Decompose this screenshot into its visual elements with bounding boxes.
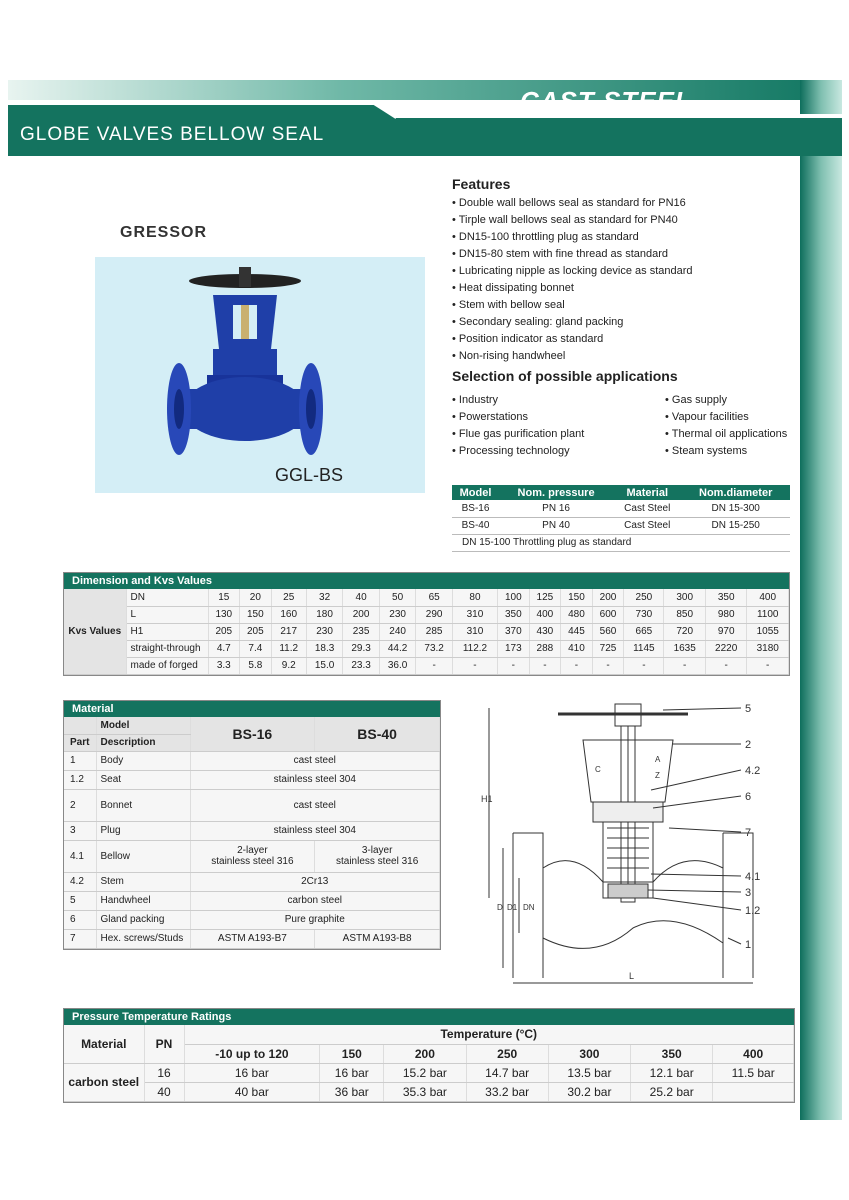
table-cell: 560 [592,623,624,640]
table-header: BS-40 [315,717,440,751]
globe-valve-photo-icon [95,257,425,493]
table-cell: - [529,657,561,674]
table-cell: 130 [208,606,240,623]
dimension-section [63,572,790,676]
table-cell: 50 [379,589,416,606]
table-cell: 600 [592,606,624,623]
dimension-label: D1 [507,903,518,912]
table-cell: 310 [452,606,497,623]
table-cell: 112.2 [452,640,497,657]
table-cell: 430 [529,623,561,640]
table-cell: 1055 [747,623,789,640]
table-cell: 290 [416,606,453,623]
list-item: • Position indicator as standard [452,331,792,348]
table-row [64,589,789,606]
table-header: Description [96,734,190,751]
table-cell: 11.5 bar [713,1063,794,1082]
table-row [64,623,789,640]
table-header: Material [64,1025,144,1063]
table-cell: 200 [343,606,380,623]
table-cell: 15.0 [306,657,343,674]
table-cell: 44.2 [379,640,416,657]
table-row [64,1082,794,1101]
dimension-table [64,589,789,675]
table-cell: Cast Steel [613,500,681,517]
list-item: • Processing technology [452,443,584,460]
table-cell: 480 [561,606,593,623]
table-row [64,770,440,789]
list-item: • DN15-80 stem with fine thread as standard [452,246,792,263]
material-value: 2Cr13 [190,872,440,891]
table-cell: 180 [306,606,343,623]
table-header: 250 [466,1044,548,1063]
table-cell: 2220 [705,640,746,657]
list-item: • DN15-100 throttling plug as standard [452,229,792,246]
table-cell: 205 [240,623,272,640]
material-value: 2-layer stainless steel 316 [190,840,315,872]
callout-label: 1 [745,939,752,951]
section-title: Dimension and Kvs Values [64,573,789,589]
list-item: • Flue gas purification plant [452,426,584,443]
table-cell: 850 [664,606,705,623]
table-cell: - [747,657,789,674]
part-number: 6 [64,910,96,929]
table-cell: PN 16 [499,500,613,517]
row-label: L [126,606,208,623]
dimension-label: L [629,971,635,981]
table-row [64,1063,794,1082]
table-cell: 720 [664,623,705,640]
list-item: • Thermal oil applications [665,426,787,443]
table-header: PN [144,1025,184,1063]
table-cell: 230 [379,606,416,623]
table-cell: 445 [561,623,593,640]
table-header: 150 [320,1044,384,1063]
table-cell: 400 [747,589,789,606]
table-cell: 23.3 [343,657,380,674]
table-cell: 310 [452,623,497,640]
right-decor-band [800,80,842,1120]
table-cell: Cast Steel [613,517,681,534]
material-value: 3-layer stainless steel 316 [315,840,440,872]
row-label: made of forged [126,657,208,674]
table-header: Temperature (°C) [184,1025,794,1044]
table-cell: 25 [271,589,306,606]
table-cell: 16 bar [184,1063,320,1082]
applications-title: Selection of possible applications [452,368,678,384]
table-cell: - [664,657,705,674]
table-row [64,929,440,948]
table-cell: 240 [379,623,416,640]
table-cell: - [498,657,530,674]
table-cell: 160 [271,606,306,623]
table-row [64,872,440,891]
table-cell: 1145 [624,640,664,657]
part-number: 4.2 [64,872,96,891]
table-cell: 35.3 bar [384,1082,466,1101]
table-cell: 20 [240,589,272,606]
table-cell: 32 [306,589,343,606]
table-note: DN 15-100 Throttling plug as standard [452,534,790,551]
table-cell: 29.3 [343,640,380,657]
table-cell: 235 [343,623,380,640]
callout-label: 4.1 [745,871,761,883]
dimension-label: D [497,903,503,912]
material-value: ASTM A193-B8 [315,929,440,948]
part-number: 7 [64,929,96,948]
table-cell: - [624,657,664,674]
table-cell: 173 [498,640,530,657]
callout-label: 2 [745,739,752,751]
table-cell: 18.3 [306,640,343,657]
kvs-label: Kvs Values [64,589,126,674]
table-cell: 3180 [747,640,789,657]
table-cell: 14.7 bar [466,1063,548,1082]
table-row [64,789,440,821]
table-row [64,910,440,929]
list-item: • Vapour facilities [665,409,787,426]
cross-section-drawing [483,698,783,998]
list-item: • Secondary sealing: gland packing [452,314,792,331]
category-title: CAST STEEL [520,86,692,116]
part-description: Plug [96,821,190,840]
dimension-label: DN [523,903,535,912]
table-row [452,534,790,551]
table-cell: 665 [624,623,664,640]
material-value: ASTM A193-B7 [190,929,315,948]
table-header: Model [96,717,190,734]
applications-list-right [665,392,787,460]
table-header: Material [613,485,681,500]
material-value: stainless steel 304 [190,821,440,840]
table-cell: 12.1 bar [631,1063,713,1082]
table-cell: 725 [592,640,624,657]
table-cell: 15.2 bar [384,1063,466,1082]
dimension-label: Z [655,771,660,780]
header-top-band [8,80,842,100]
table-cell: - [561,657,593,674]
table-cell: 5.8 [240,657,272,674]
table-cell: 200 [592,589,624,606]
table-cell: 73.2 [416,640,453,657]
table-row [64,751,440,770]
callout-label: 6 [745,791,752,803]
table-header: -10 up to 120 [184,1044,320,1063]
callout-label: 1.2 [745,905,761,917]
material-value: cast steel [190,789,440,821]
table-cell: 100 [498,589,530,606]
table-cell: 250 [624,589,664,606]
table-row [452,500,790,517]
material-value: cast steel [190,751,440,770]
features-title: Features [452,176,511,192]
material-table [64,717,440,949]
table-cell: DN 15-250 [681,517,790,534]
table-cell: 410 [561,640,593,657]
part-description: Hex. screws/Studs [96,929,190,948]
dimension-label: C [595,765,601,774]
pressure-temperature-table [64,1025,794,1102]
part-number: 2 [64,789,96,821]
table-cell: 288 [529,640,561,657]
table-cell: 350 [498,606,530,623]
table-cell: 730 [624,606,664,623]
product-model-label: GGL-BS [275,465,344,485]
callout-label: 4.2 [745,765,761,777]
row-label: DN [126,589,208,606]
table-cell: 11.2 [271,640,306,657]
table-header: Nom. pressure [499,485,613,500]
model-table [452,485,790,552]
table-cell: 13.5 bar [548,1063,630,1082]
table-cell: 36 bar [320,1082,384,1101]
material-value: Pure graphite [190,910,440,929]
applications-list-left [452,392,584,460]
table-cell: carbon steel [64,1063,144,1101]
table-row [64,640,789,657]
row-label: straight-through [126,640,208,657]
table-cell: 16 [144,1063,184,1082]
table-row [64,657,789,674]
section-title: Material [64,701,440,717]
list-item: • Lubricating nipple as locking device as standard [452,263,792,280]
part-number: 3 [64,821,96,840]
table-header: Nom.diameter [681,485,790,500]
list-item: • Tirple wall bellows seal as standard for PN40 [452,212,792,229]
table-cell: 1635 [664,640,705,657]
table-cell: 30.2 bar [548,1082,630,1101]
table-cell: BS-40 [452,517,499,534]
valve-cross-section-icon [483,698,783,998]
table-header: BS-16 [190,717,315,751]
table-cell [713,1082,794,1101]
features-list [452,195,792,365]
list-item: • Stem with bellow seal [452,297,792,314]
table-cell: PN 40 [499,517,613,534]
table-row [64,840,440,872]
table-cell: 25.2 bar [631,1082,713,1101]
table-cell: 16 bar [320,1063,384,1082]
callout-label: 3 [745,887,752,899]
list-item: • Industry [452,392,584,409]
table-cell: 33.2 bar [466,1082,548,1101]
table-cell: 980 [705,606,746,623]
table-cell: 300 [664,589,705,606]
list-item: • Steam systems [665,443,787,460]
list-item: • Heat dissipating bonnet [452,280,792,297]
part-description: Body [96,751,190,770]
page-title: GLOBE VALVES BELLOW SEAL [20,124,325,145]
part-description: Bellow [96,840,190,872]
material-value: carbon steel [190,891,440,910]
table-header: Model [452,485,499,500]
material-value: stainless steel 304 [190,770,440,789]
table-cell: 4.7 [208,640,240,657]
list-item: • Double wall bellows seal as standard for PN16 [452,195,792,212]
table-cell: 230 [306,623,343,640]
table-cell: 15 [208,589,240,606]
table-cell: 3.3 [208,657,240,674]
list-item: • Gas supply [665,392,787,409]
table-cell: 205 [208,623,240,640]
table-cell: 217 [271,623,306,640]
part-number: 4.1 [64,840,96,872]
table-cell: 80 [452,589,497,606]
material-section [63,700,441,950]
part-description: Seat [96,770,190,789]
part-description: Stem [96,872,190,891]
table-cell: 125 [529,589,561,606]
table-header: 400 [713,1044,794,1063]
part-number: 5 [64,891,96,910]
table-cell: 65 [416,589,453,606]
part-number: 1.2 [64,770,96,789]
table-row [452,517,790,534]
table-cell: 150 [561,589,593,606]
table-cell: - [705,657,746,674]
brand-logo: GRESSOR [120,224,208,241]
row-label: H1 [126,623,208,640]
list-item: • Non-rising handwheel [452,348,792,365]
table-cell: 40 [343,589,380,606]
table-header: Part [64,734,96,751]
pressure-temperature-section [63,1008,795,1103]
callout-label: 7 [745,827,752,839]
part-description: Handwheel [96,891,190,910]
table-cell: BS-16 [452,500,499,517]
table-cell: 970 [705,623,746,640]
table-row [64,606,789,623]
table-cell: 40 [144,1082,184,1101]
callout-label: 5 [745,703,752,715]
table-cell: 400 [529,606,561,623]
table-cell: 350 [705,589,746,606]
table-cell: 1100 [747,606,789,623]
table-header: 350 [631,1044,713,1063]
table-cell: - [416,657,453,674]
dimension-label: H1 [481,794,493,804]
table-cell: 9.2 [271,657,306,674]
table-cell: 40 bar [184,1082,320,1101]
table-cell: - [452,657,497,674]
table-header-row [64,717,440,734]
table-row [64,891,440,910]
table-cell: 150 [240,606,272,623]
part-number: 1 [64,751,96,770]
table-cell: 285 [416,623,453,640]
table-row [64,821,440,840]
table-header: 300 [548,1044,630,1063]
part-description: Bonnet [96,789,190,821]
product-photo [95,257,425,493]
table-cell: 36.0 [379,657,416,674]
table-cell: 7.4 [240,640,272,657]
table-cell: DN 15-300 [681,500,790,517]
section-title: Pressure Temperature Ratings [64,1009,794,1025]
table-cell: - [592,657,624,674]
dimension-label: A [655,755,661,764]
list-item: • Powerstations [452,409,584,426]
table-header: 200 [384,1044,466,1063]
part-description: Gland packing [96,910,190,929]
table-cell: 370 [498,623,530,640]
